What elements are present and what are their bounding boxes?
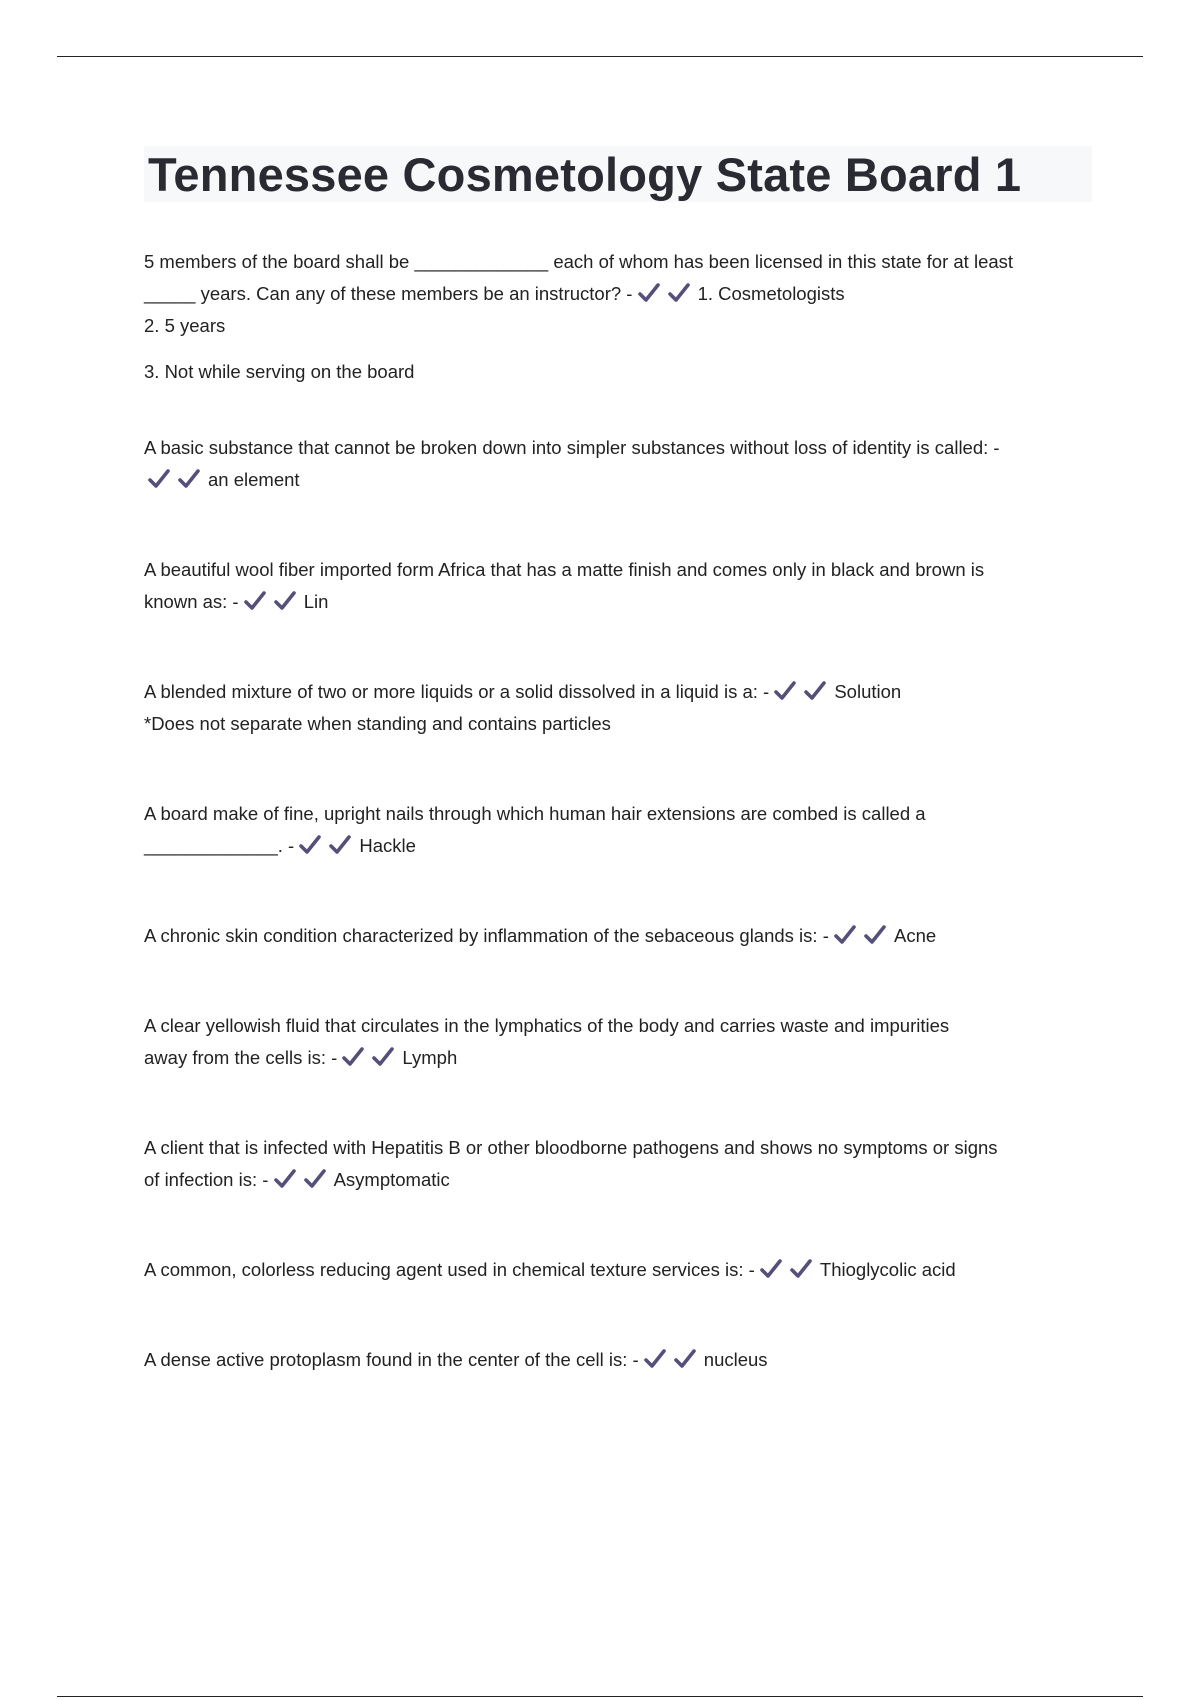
qa-item <box>144 920 1092 952</box>
answer-text: an element <box>208 469 300 490</box>
question-answer-line <box>144 1164 1092 1196</box>
check-mark-icon <box>774 680 798 702</box>
qa-item <box>144 432 1092 496</box>
question-answer-line <box>144 278 1092 310</box>
question-text: A beautiful wool fiber imported form Africa that has a matte finish and comes only in black and brown is <box>144 559 985 580</box>
qa-item <box>144 1010 1092 1074</box>
answer-text: nucleus <box>703 1349 768 1370</box>
question-text: A client that is infected with Hepatitis B or other bloodborne pathogens and shows no symptoms or signs <box>144 1137 998 1158</box>
check-mark-icon <box>178 468 202 490</box>
check-mark-icon <box>760 1258 784 1280</box>
question-answer-line <box>144 586 1092 618</box>
question-text: A chronic skin condition characterized by inflammation of the sebaceous glands is: - <box>144 925 835 946</box>
question-text: A blended mixture of two or more liquids or a solid dissolved in a liquid is a: - <box>144 681 775 702</box>
check-mark-icon <box>329 834 353 856</box>
check-mark-icon <box>804 680 828 702</box>
question-answer-line <box>144 830 1092 862</box>
qa-list <box>144 246 1092 1376</box>
question-text: A board make of fine, upright nails through which human hair extensions are combed is called a <box>144 803 926 824</box>
top-rule <box>57 56 1143 57</box>
question-answer-line <box>144 1042 1092 1074</box>
check-mark-icon <box>304 1168 328 1190</box>
qa-item <box>144 1132 1092 1196</box>
qa-item <box>144 798 1092 862</box>
qa-item <box>144 554 1092 618</box>
page-title: Tennessee Cosmetology State Board 1 <box>148 147 1022 201</box>
check-mark-icon <box>274 1168 298 1190</box>
question-answer-line <box>144 1254 1092 1286</box>
qa-item <box>144 246 1092 388</box>
check-mark-icon <box>372 1046 396 1068</box>
check-mark-icon <box>148 468 172 490</box>
title-block <box>144 146 1092 202</box>
question-answer-line <box>144 920 1092 952</box>
answer-text: Lin <box>303 591 329 612</box>
check-mark-icon <box>668 282 692 304</box>
answer-extra: 3. Not while serving on the board <box>144 361 415 382</box>
answer-text: Thioglycolic acid <box>819 1259 956 1280</box>
question-answer-line <box>144 464 1092 496</box>
question-answer-line <box>144 1344 1092 1376</box>
answer-text: Solution <box>834 681 902 702</box>
answer-extra: 2. 5 years <box>144 315 226 336</box>
question-text: away from the cells is: - <box>144 1047 343 1068</box>
answer-text: Hackle <box>359 835 416 856</box>
question-text: A common, colorless reducing agent used in chemical texture services is: - <box>144 1259 760 1280</box>
question-text: of infection is: - <box>144 1169 274 1190</box>
question-text: _____________. - <box>144 835 300 856</box>
check-mark-icon <box>342 1046 366 1068</box>
answer-text: 1. Cosmetologists <box>697 283 845 304</box>
qa-item <box>144 1344 1092 1376</box>
question-text: A basic substance that cannot be broken down into simpler substances without loss of identity is called: - <box>144 437 1000 458</box>
check-mark-icon <box>274 590 298 612</box>
answer-extra: *Does not separate when standing and contains particles <box>144 713 611 734</box>
question-text: known as: - <box>144 591 244 612</box>
question-answer-line <box>144 676 1092 708</box>
question-text: A dense active protoplasm found in the center of the cell is: - <box>144 1349 644 1370</box>
answer-text: Asymptomatic <box>333 1169 450 1190</box>
check-mark-icon <box>864 924 888 946</box>
qa-item <box>144 676 1092 740</box>
check-mark-icon <box>244 590 268 612</box>
qa-item <box>144 1254 1092 1286</box>
question-text: _____ years. Can any of these members be an instructor? - <box>144 283 638 304</box>
answer-text: Lymph <box>402 1047 458 1068</box>
check-mark-icon <box>638 282 662 304</box>
document-body <box>144 146 1092 1434</box>
check-mark-icon <box>299 834 323 856</box>
question-text: A clear yellowish fluid that circulates in the lymphatics of the body and carries waste and impurities <box>144 1015 950 1036</box>
check-mark-icon <box>790 1258 814 1280</box>
check-mark-icon <box>834 924 858 946</box>
question-text: 5 members of the board shall be _____________ each of whom has been licensed in this state for at least <box>144 251 1014 272</box>
bottom-rule <box>57 1696 1143 1697</box>
check-mark-icon <box>674 1348 698 1370</box>
check-mark-icon <box>644 1348 668 1370</box>
answer-text: Acne <box>894 925 937 946</box>
